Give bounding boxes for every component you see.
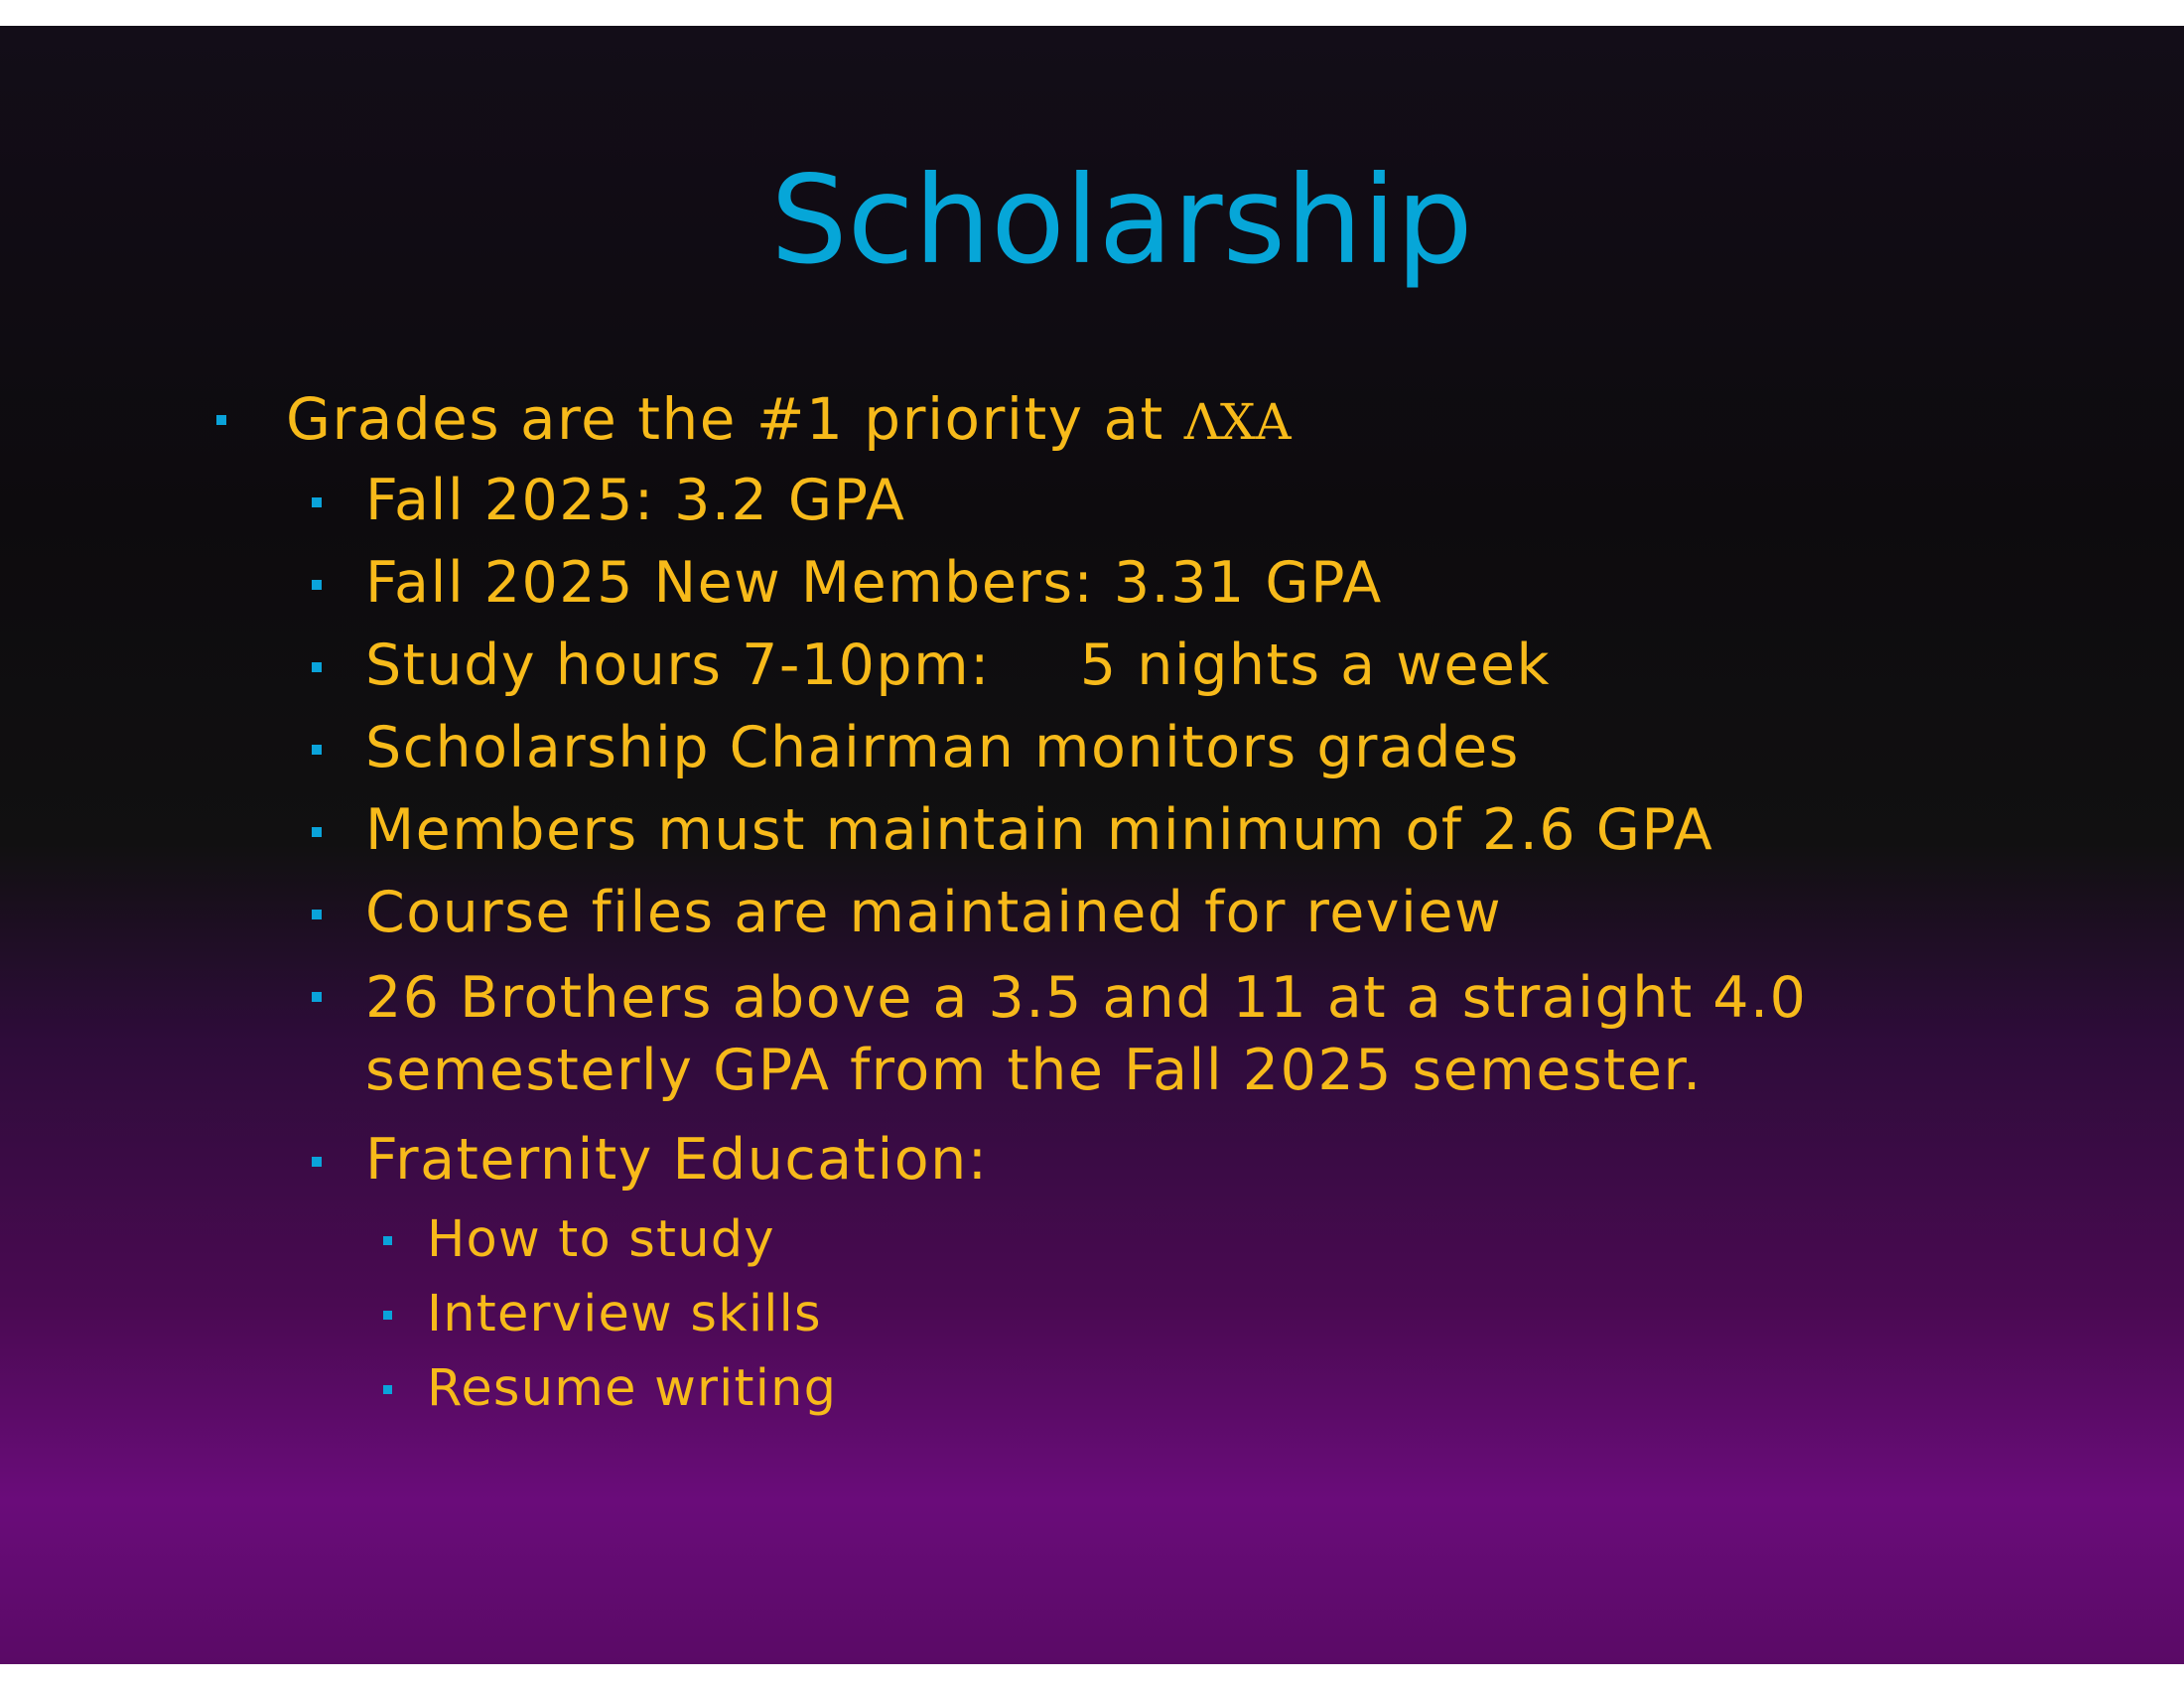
bullet-marker-icon bbox=[216, 415, 226, 425]
bullet-text: Scholarship Chairman monitors grades bbox=[365, 715, 1520, 780]
bullet-marker-icon bbox=[312, 827, 322, 837]
bullet-text-line2: semesterly GPA from the Fall 2025 semester. bbox=[365, 1038, 1703, 1103]
bullet-list bbox=[0, 26, 2184, 1664]
slide bbox=[0, 26, 2184, 1664]
bullet-marker-icon bbox=[312, 992, 322, 1002]
bullet-fall-gpa bbox=[365, 468, 905, 533]
bullet-text: Study hours 7-10pm: bbox=[365, 633, 991, 698]
bullet-course-files bbox=[365, 880, 1502, 945]
bullet-text: Fall 2025 New Members: 3.31 GPA bbox=[365, 550, 1383, 616]
bullet-new-members-gpa bbox=[365, 550, 1383, 616]
bullet-study-hours bbox=[365, 633, 1551, 698]
bullet-marker-icon bbox=[312, 1157, 322, 1167]
bullet-text: Course files are maintained for review bbox=[365, 880, 1503, 945]
slide-title: Scholarship bbox=[770, 150, 1473, 291]
bullet-text: Grades are the #1 priority at bbox=[286, 385, 1184, 453]
bullet-marker-icon bbox=[312, 662, 322, 672]
bullet-text-nights: 5 nights a week bbox=[1079, 633, 1551, 698]
bullet-text-line1: 26 Brothers above a 3.5 and 11 at a straight 4.0 bbox=[365, 965, 1808, 1031]
bullet-how-to-study bbox=[427, 1210, 775, 1269]
bullet-marker-icon bbox=[383, 1236, 392, 1245]
bullet-marker-icon bbox=[383, 1385, 392, 1394]
greek-letters: ΛΧΑ bbox=[1183, 393, 1292, 451]
bullet-text: Resume writing bbox=[427, 1359, 838, 1418]
bullet-grades-priority bbox=[286, 385, 1292, 453]
bullet-marker-icon bbox=[312, 497, 322, 507]
bullet-text: Fraternity Education: bbox=[365, 1127, 989, 1193]
bullet-interview-skills bbox=[427, 1285, 822, 1343]
bullet-brothers-gpa bbox=[365, 962, 1807, 1107]
bullet-resume-writing bbox=[427, 1359, 837, 1418]
bullet-text: Fall 2025: 3.2 GPA bbox=[365, 468, 906, 533]
bullet-chairman bbox=[365, 715, 1520, 780]
bullet-marker-icon bbox=[383, 1311, 392, 1320]
bullet-text: Members must maintain minimum of 2.6 GPA bbox=[365, 797, 1714, 863]
bullet-fraternity-education bbox=[365, 1127, 989, 1193]
bullet-text: Interview skills bbox=[427, 1285, 822, 1343]
bullet-marker-icon bbox=[312, 580, 322, 590]
bullet-minimum-gpa bbox=[365, 797, 1713, 863]
bullet-text: How to study bbox=[427, 1210, 775, 1269]
bullet-marker-icon bbox=[312, 910, 322, 919]
bullet-marker-icon bbox=[312, 745, 322, 755]
